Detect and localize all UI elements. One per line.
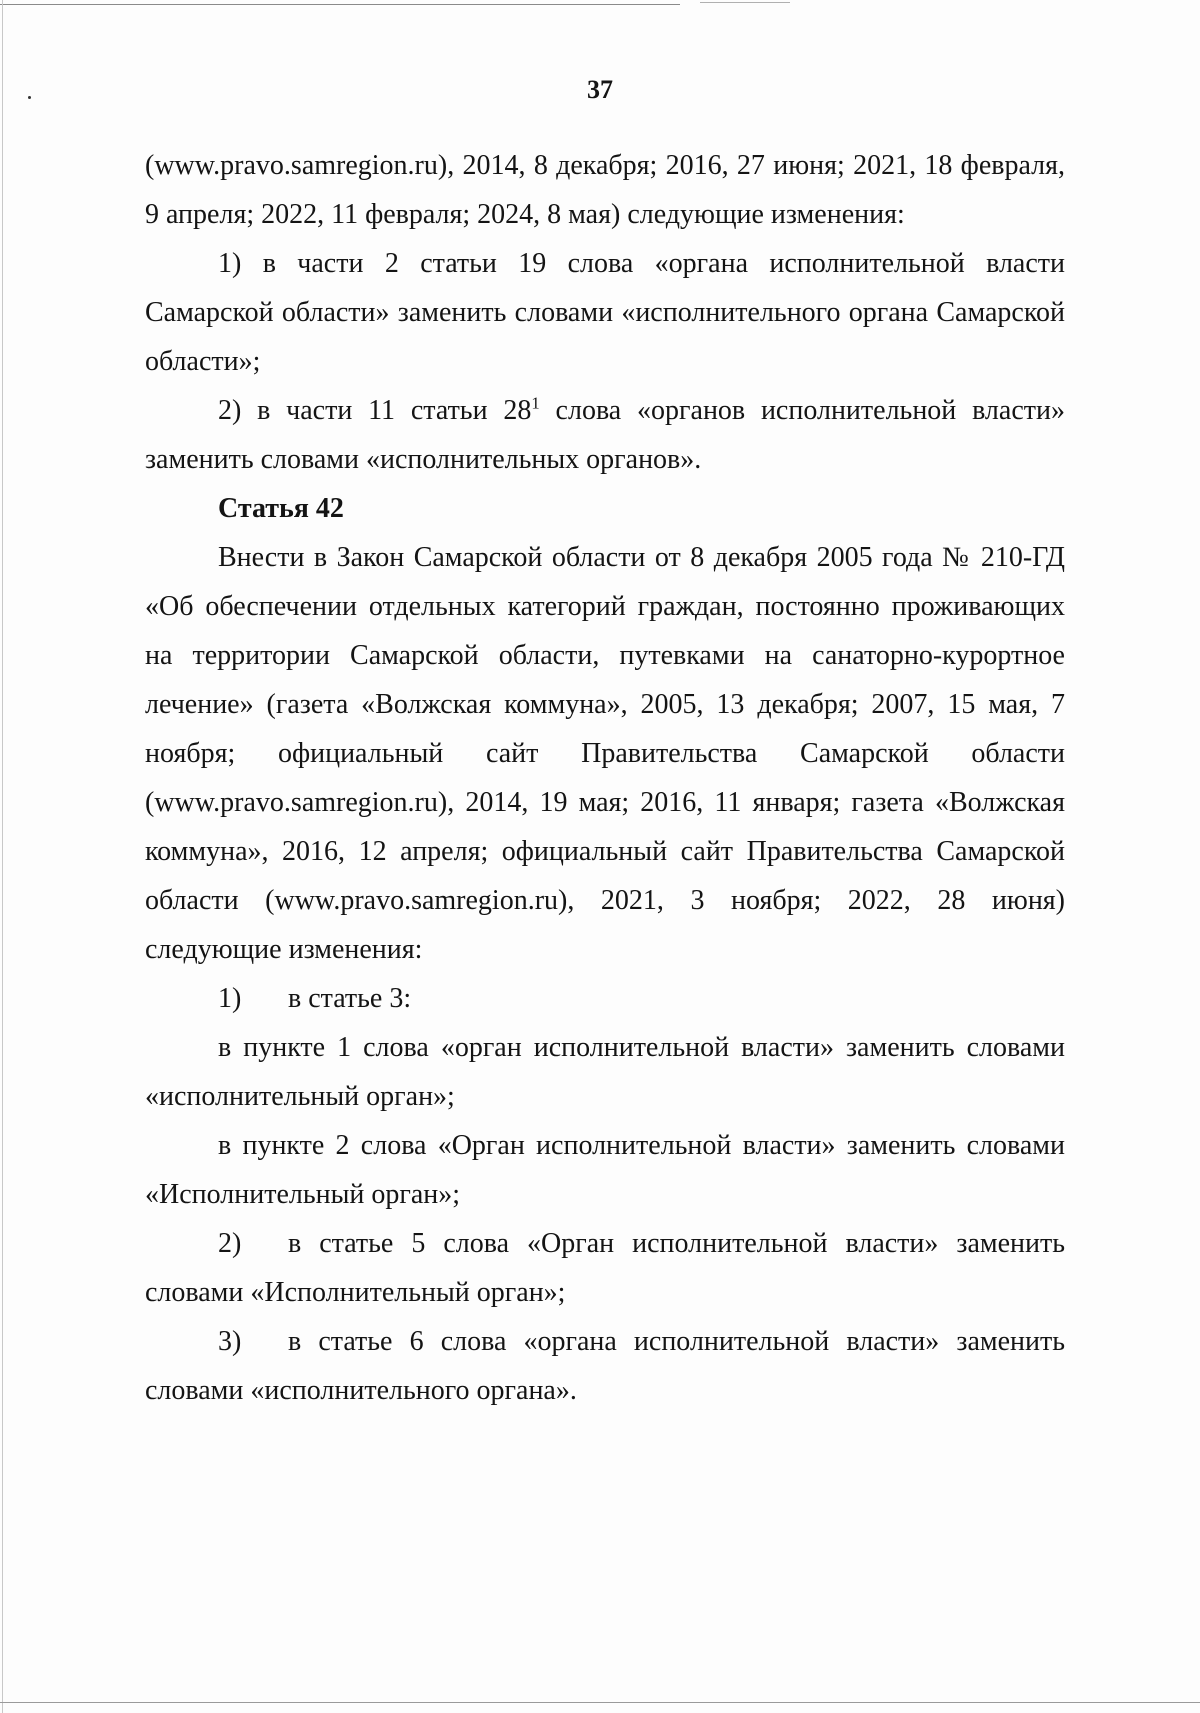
article41-item-2-text-start: 2) в части 11 статьи 28: [218, 395, 532, 426]
scan-edge-line-left: [2, 0, 3, 1713]
article41-item-1: 1) в части 2 статьи 19 слова «органа исполнительной власти Самарской области» заменить словами «исполнительного органа Самарской области»;: [145, 248, 1065, 377]
list-number: 1): [218, 983, 242, 1014]
list-number: 2): [218, 1228, 242, 1259]
superscript-index: 1: [531, 393, 540, 413]
scan-edge-line-bottom: [0, 1702, 1200, 1703]
document-body: [145, 141, 1065, 1415]
article42-item-2: [145, 1219, 1065, 1317]
article42-item-1: [145, 974, 1065, 1023]
article41-item-2-text-end: слова «органов исполнительной власти» заменить словами «исполнительных органов».: [145, 395, 1065, 475]
article42-intro-paragraph: Внести в Закон Самарской области от 8 декабря 2005 года № 210-ГД «Об обеспечении отдельных категорий граждан, постоянно проживающих на территории Самарской области, путевками на санаторно-курортное лечение» (газета «Волжская коммуна», 2005, 13 декабря; 2007, 15 мая, 7 ноября; официальный сайт Правительства Самарской области (www.pravo.samregion.ru), 2014, 19 мая; 2016, 11 января; газета «Волжская коммуна», 2016, 12 апреля; официальный сайт Правительства Самарской области (www.pravo.samregion.ru), 2021, 3 ноября; 2022, 28 июня) следующие изменения:: [145, 542, 1065, 965]
list-item-text: в статье 5 слова «Орган исполнительной власти» заменить словами «Исполнительный орган»;: [145, 1228, 1065, 1308]
article42-item-1-subparagraph-2: в пункте 2 слова «Орган исполнительной власти» заменить словами «Исполнительный орган»;: [145, 1130, 1065, 1210]
scan-edge-line-top: [0, 4, 680, 5]
article41-item-2: [145, 386, 1065, 484]
article41-intro-paragraph: (www.pravo.samregion.ru), 2014, 8 декабря; 2016, 27 июня; 2021, 18 февраля, 9 апреля; 2022, 11 февраля; 2024, 8 мая) следующие изменения:: [145, 150, 1065, 230]
scan-edge-mark-top: [700, 2, 790, 3]
article42-item-1-subparagraph-1: в пункте 1 слова «орган исполнительной власти» заменить словами «исполнительный орган»;: [145, 1032, 1065, 1112]
list-item-text: в статье 6 слова «органа исполнительной власти» заменить словами «исполнительного органа».: [145, 1326, 1065, 1406]
article-heading: Статья 42: [218, 493, 344, 524]
list-number: 3): [218, 1326, 242, 1357]
list-item-text: в статье 3:: [288, 983, 412, 1014]
page-number: 37: [587, 75, 613, 104]
article42-item-3: [145, 1317, 1065, 1415]
